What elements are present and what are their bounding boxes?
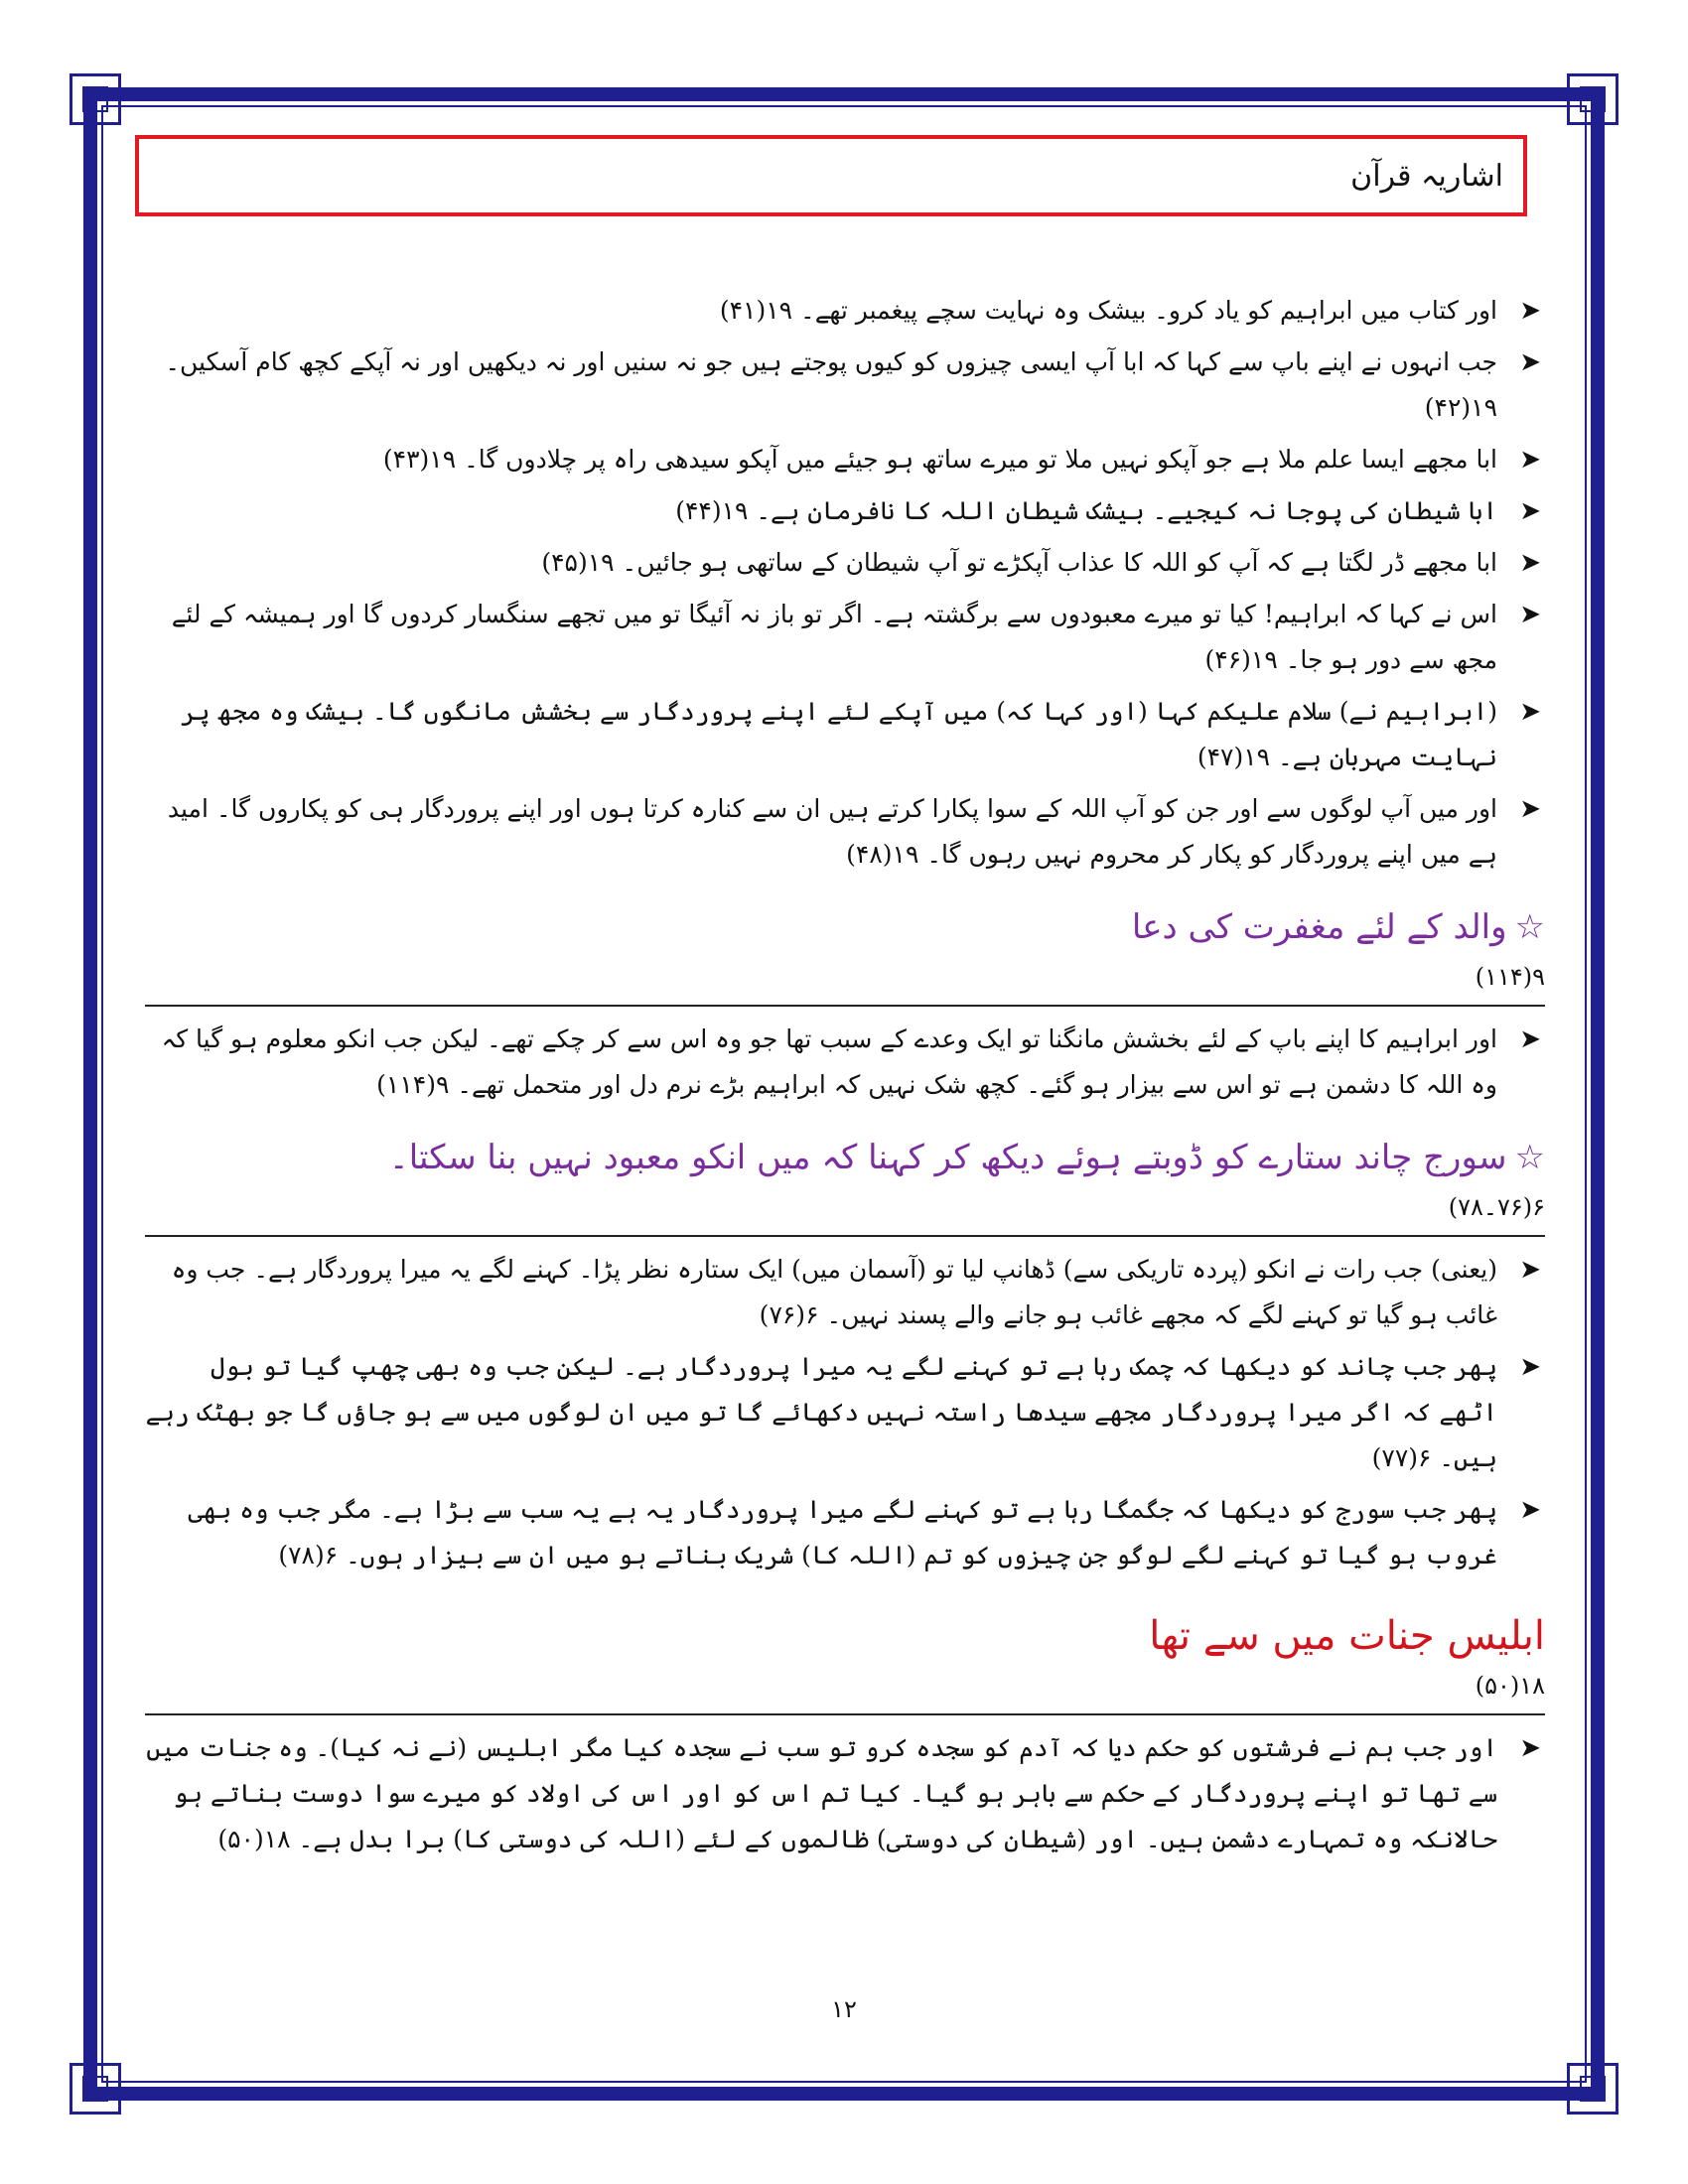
section-heading: ☆والد کے لئے مغفرت کی دعا (1131, 907, 1545, 947)
item-text: جب انہوں نے اپنے باپ سے کہا کہ ابا آپ ایسی چیزوں کو کیوں پوجتے ہیں جو نہ سنیں اور نہ دیکھیں اور نہ آپکے کچھ کام آسکیں۔ ۱۹(۴۲) (165, 347, 1497, 422)
bullet-arrow-icon: ➤ (1519, 347, 1541, 377)
item-text: ابا مجھے ایسا علم ملا ہے جو آپکو نہیں ملا تو میرے ساتھ ہو جیئے میں آپکو سیدھی راہ پر چلادوں گا۔ ۱۹(۴۳) (382, 445, 1497, 474)
section-1 (145, 288, 1545, 878)
list-item (145, 437, 1545, 482)
star-icon: ☆ (1514, 1138, 1545, 1177)
bullet-arrow-icon: ➤ (1519, 445, 1541, 475)
bullet-arrow-icon: ➤ (1519, 1495, 1541, 1525)
reference: ۱۸(۵۰) (1475, 1672, 1545, 1700)
list-item (145, 1725, 1545, 1862)
divider (145, 1713, 1545, 1715)
section-heading: ابلیس جنات میں سے تھا (1149, 1613, 1545, 1659)
list-item (145, 488, 1545, 534)
bullet-arrow-icon: ➤ (1519, 296, 1541, 326)
item-text: (یعنی) جب رات نے انکو (پردہ تاریکی سے) ڈھانپ لیا تو (آسمان میں) ایک ستارہ نظر پڑا۔ کہنے لگے یہ میرا پروردگار ہے۔ جب وہ غائب ہو گیا تو کہنے لگے کہ مجھے غائب ہو جانے والے پسند نہیں۔ ۶(۷۶) (171, 1255, 1497, 1329)
page-title: اشاریہ قرآن (1350, 158, 1503, 194)
bullet-arrow-icon: ➤ (1519, 1352, 1541, 1382)
bullet-arrow-icon: ➤ (1519, 1024, 1541, 1054)
list-item (145, 786, 1545, 878)
section-3 (145, 1130, 1545, 1578)
header-box (135, 135, 1527, 216)
corner-ornament-icon (1567, 73, 1618, 125)
section-heading: ☆سورج چاند ستارے کو ڈوبتے ہوئے دیکھ کر کہنا کہ میں انکو معبود نہیں بنا سکتا۔ (388, 1138, 1545, 1177)
item-text: اس نے کہا کہ ابراہیم! کیا تو میرے معبودوں سے برگشتہ ہے۔ اگر تو باز نہ آئیگا تو میں تجھے سنگسار کردوں گا اور ہمیشہ کے لئے مجھ سے دور ہو جا۔ ۱۹(۴۶) (171, 600, 1497, 674)
item-text: اور جب ہم نے فرشتوں کو حکم دیا کہ آدم کو سجدہ کرو تو سب نے سجدہ کیا مگر ابلیس (نے نہ کیا)۔ وہ جنات میں سے تھا تو اپنے پروردگار کے حکم سے باہر ہو گیا۔ کیا تم اس کو اور اس کی اولاد کو میرے سوا دوست بناتے ہو حالانکہ وہ تمہارے دشمن ہیں۔ اور (شیطان کی دوستی) ظالموں کے لئے (اللہ کی دوستی کا) برا بدل ہے۔ ۱۸(۵۰) (146, 1733, 1497, 1853)
divider (145, 1235, 1545, 1237)
reference: ۶(۷۶۔۷۸) (1448, 1193, 1545, 1221)
bullet-arrow-icon: ➤ (1519, 600, 1541, 629)
list-item (145, 1247, 1545, 1338)
corner-ornament-icon (1567, 2063, 1618, 2115)
main-content (145, 288, 1545, 1868)
divider (145, 1005, 1545, 1007)
list-item (145, 1017, 1545, 1108)
corner-ornament-icon (70, 2063, 121, 2115)
item-text: پھر جب چاند کو دیکھا کہ چمک رہا ہے تو کہنے لگے یہ میرا پروردگار ہے۔ لیکن جب وہ بھی چھپ گیا تو بول اٹھے کہ اگر میرا پروردگار مجھے سیدھا راستہ نہیں دکھائے گا تو میں ان لوگوں میں سے ہو جاؤں گا جو بھٹک رہے ہیں۔ ۶(۷۷) (145, 1352, 1497, 1472)
bullet-arrow-icon: ➤ (1519, 496, 1541, 526)
reference: ۹(۱۱۴) (1475, 963, 1545, 991)
item-text: ابا مجھے ڈر لگتا ہے کہ آپ کو اللہ کا عذاب آپکڑے تو آپ شیطان کے ساتھی ہو جائیں۔ ۱۹(۴۵) (541, 548, 1497, 577)
bullet-arrow-icon: ➤ (1519, 1255, 1541, 1285)
item-text: پھر جب سورج کو دیکھا کہ جگمگا رہا ہے تو کہنے لگے میرا پروردگار یہ ہے یہ سب سے بڑا ہے۔ مگر جب وہ بھی غروب ہو گیا تو کہنے لگے لوگو جن چیزوں کو تم (اللہ کا) شریک بناتے ہو میں ان سے بیزار ہوں۔ ۶(۷۸) (188, 1495, 1497, 1570)
list-item (145, 340, 1545, 431)
bullet-arrow-icon: ➤ (1519, 548, 1541, 578)
corner-ornament-icon (70, 73, 121, 125)
bullet-arrow-icon: ➤ (1519, 794, 1541, 824)
bullet-arrow-icon: ➤ (1519, 697, 1541, 727)
item-text: (ابراہیم نے) سلام علیکم کہا (اور کہا کہ) میں آپکے لئے اپنے پروردگار سے بخشش مانگوں گا۔ بیشک وہ مجھ پر نہایت مہربان ہے۔ ۱۹(۴۷) (181, 697, 1497, 771)
star-icon: ☆ (1514, 907, 1545, 947)
list-item (145, 540, 1545, 586)
list-item (145, 1344, 1545, 1481)
item-text: اور میں آپ لوگوں سے اور جن کو آپ اللہ کے سوا پکارا کرتے ہیں ان سے کنارہ کرتا ہوں اور اپنے پروردگار ہی کو پکاروں گا۔ امید ہے میں اپنے پروردگار کو پکار کر محروم نہیں رہوں گا۔ ۱۹(۴۸) (167, 794, 1497, 869)
list-item (145, 689, 1545, 780)
section-4 (145, 1608, 1545, 1862)
list-item (145, 288, 1545, 334)
list-item (145, 592, 1545, 683)
list-item (145, 1487, 1545, 1578)
bullet-arrow-icon: ➤ (1519, 1733, 1541, 1763)
item-text: اور ابراہیم کا اپنے باپ کے لئے بخشش مانگنا تو ایک وعدے کے سبب تھا جو وہ اس سے کر چکے تھے۔ لیکن جب انکو معلوم ہو گیا کہ وہ اللہ کا دشمن ہے تو اس سے بیزار ہو گئے۔ کچھ شک نہیں کہ ابراہیم بڑے نرم دل اور متحمل تھے۔ ۹(۱۱۴) (161, 1024, 1497, 1099)
section-2 (145, 899, 1545, 1108)
page-number: ۱۲ (831, 1995, 857, 2023)
item-text: ابا شیطان کی پوجا نہ کیجیے۔ بیشک شیطان اللہ کا نافرمان ہے۔ ۱۹(۴۴) (675, 496, 1497, 525)
item-text: اور کتاب میں ابراہیم کو یاد کرو۔ بیشک وہ نہایت سچے پیغمبر تھے۔ ۱۹(۴۱) (719, 296, 1497, 325)
